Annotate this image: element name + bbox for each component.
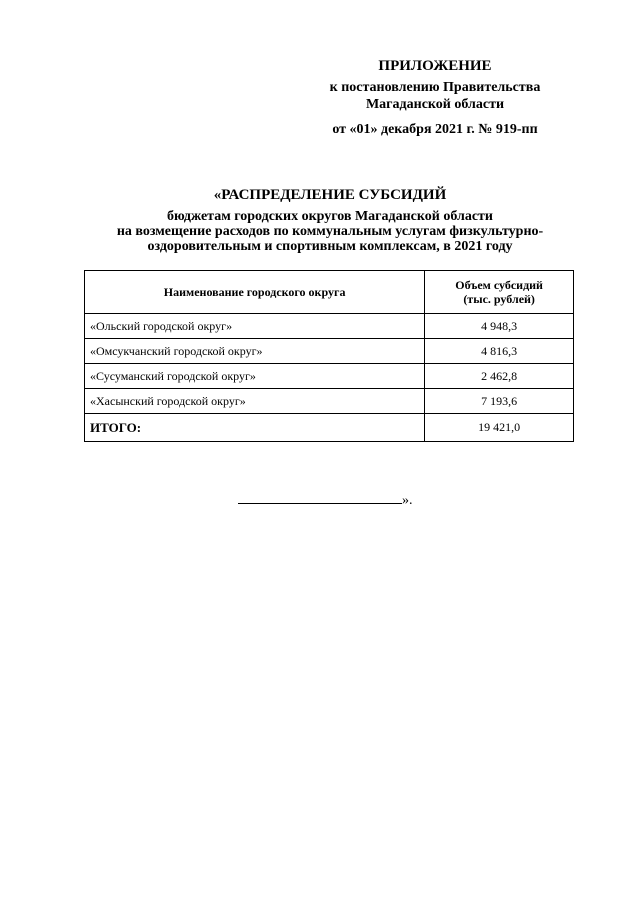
subsidy-amount: 2 462,8 (425, 364, 574, 389)
closing-underline (238, 490, 402, 504)
title-main: «РАСПРЕДЕЛЕНИЕ СУБСИДИЙ (213, 187, 447, 203)
subsidy-table (84, 270, 574, 442)
appendix-line-resolution: к постановлению Правительства (329, 80, 541, 95)
table-header-row (85, 271, 574, 314)
appendix-line-region: Магаданской области (365, 97, 505, 112)
subsidy-amount: 7 193,6 (425, 389, 574, 414)
title-subtitle-line-3: оздоровительным и спортивным комплексам, в 2021 году (147, 239, 513, 254)
title-subtitle-line-2: на возмещение расходов по коммунальным услугам физкультурно- (116, 224, 544, 239)
appendix-heading: ПРИЛОЖЕНИЕ (378, 58, 492, 74)
table-row (85, 389, 574, 414)
table-row (85, 364, 574, 389)
closing-quote: ». (402, 493, 413, 508)
closing-mark (238, 490, 413, 509)
table-row (85, 314, 574, 339)
document-title (80, 186, 580, 254)
appendix-line-date: от «01» декабря 2021 г. № 919-пп (332, 122, 538, 137)
column-header-amount (425, 271, 574, 314)
column-header-amount-line-1: Объем субсидий (455, 278, 543, 292)
total-label: ИТОГО: (85, 414, 425, 442)
table-row (85, 339, 574, 364)
title-subtitle-line-1: бюджетам городских округов Магаданской области (167, 209, 493, 224)
total-amount: 19 421,0 (425, 414, 574, 442)
column-header-amount-line-2: (тыс. рублей) (463, 292, 535, 306)
district-name: «Хасынский городской округ» (85, 389, 425, 414)
subsidy-amount: 4 948,3 (425, 314, 574, 339)
column-header-district: Наименование городского округа (85, 271, 425, 314)
district-name: «Сусуманский городской округ» (85, 364, 425, 389)
district-name: «Омсукчанский городской округ» (85, 339, 425, 364)
appendix-header (300, 58, 570, 138)
table-total-row (85, 414, 574, 442)
district-name: «Ольский городской округ» (85, 314, 425, 339)
subsidy-amount: 4 816,3 (425, 339, 574, 364)
title-subtitle (80, 209, 580, 254)
